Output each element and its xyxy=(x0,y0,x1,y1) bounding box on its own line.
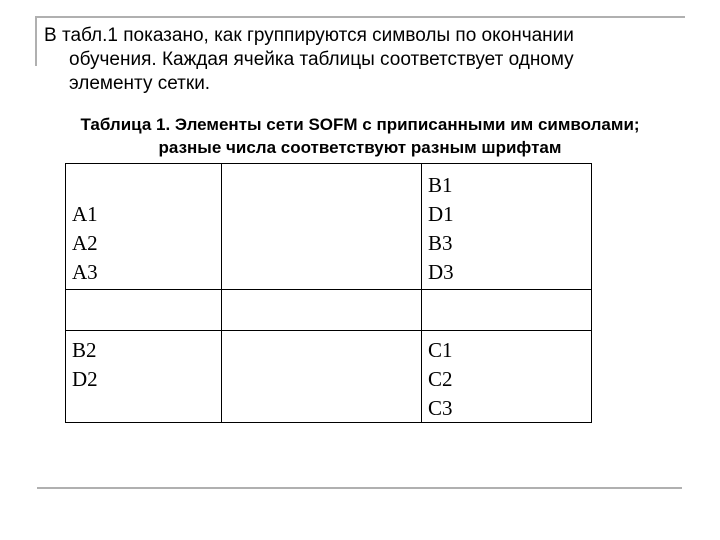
cell-symbol: A1 xyxy=(72,202,98,226)
cell-symbol: C3 xyxy=(428,396,453,420)
table-caption xyxy=(20,113,700,159)
cell-symbol: D3 xyxy=(428,260,454,284)
grid-divider-row1 xyxy=(66,289,591,290)
grid-divider-col1 xyxy=(221,164,222,422)
cell-symbol: B2 xyxy=(72,338,97,362)
cell-symbol: D2 xyxy=(72,367,98,391)
intro-paragraph xyxy=(44,24,684,96)
cell-symbol: B1 xyxy=(428,173,453,197)
grid-divider-row2 xyxy=(66,330,591,331)
sofm-grid-table xyxy=(65,163,592,423)
cell-symbol: A3 xyxy=(72,260,98,284)
intro-line-3: элементу сетки. xyxy=(69,73,211,94)
cell-symbol: A2 xyxy=(72,231,98,255)
grid-cell-r2-c0 xyxy=(66,336,221,394)
intro-line-1: В табл.1 показано, как группируются символы по окончании xyxy=(44,25,574,46)
cell-symbol: C1 xyxy=(428,338,453,362)
caption-line-2: разные числа соответствуют разным шрифтам xyxy=(158,138,562,157)
intro-line-2: обучения. Каждая ячейка таблицы соответствует одному xyxy=(69,49,574,70)
bottom-rule xyxy=(37,487,682,489)
caption-line-1: Таблица 1. Элементы сети SOFM с приписанными им символами; xyxy=(80,115,640,134)
top-rule xyxy=(35,16,685,18)
left-accent-line xyxy=(35,16,37,66)
grid-cell-r0-c2 xyxy=(422,171,592,287)
cell-symbol: C2 xyxy=(428,367,453,391)
cell-symbol: D1 xyxy=(428,202,454,226)
cell-symbol: B3 xyxy=(428,231,453,255)
grid-cell-r0-c0 xyxy=(66,200,221,287)
grid-cell-r2-c2 xyxy=(422,336,592,423)
